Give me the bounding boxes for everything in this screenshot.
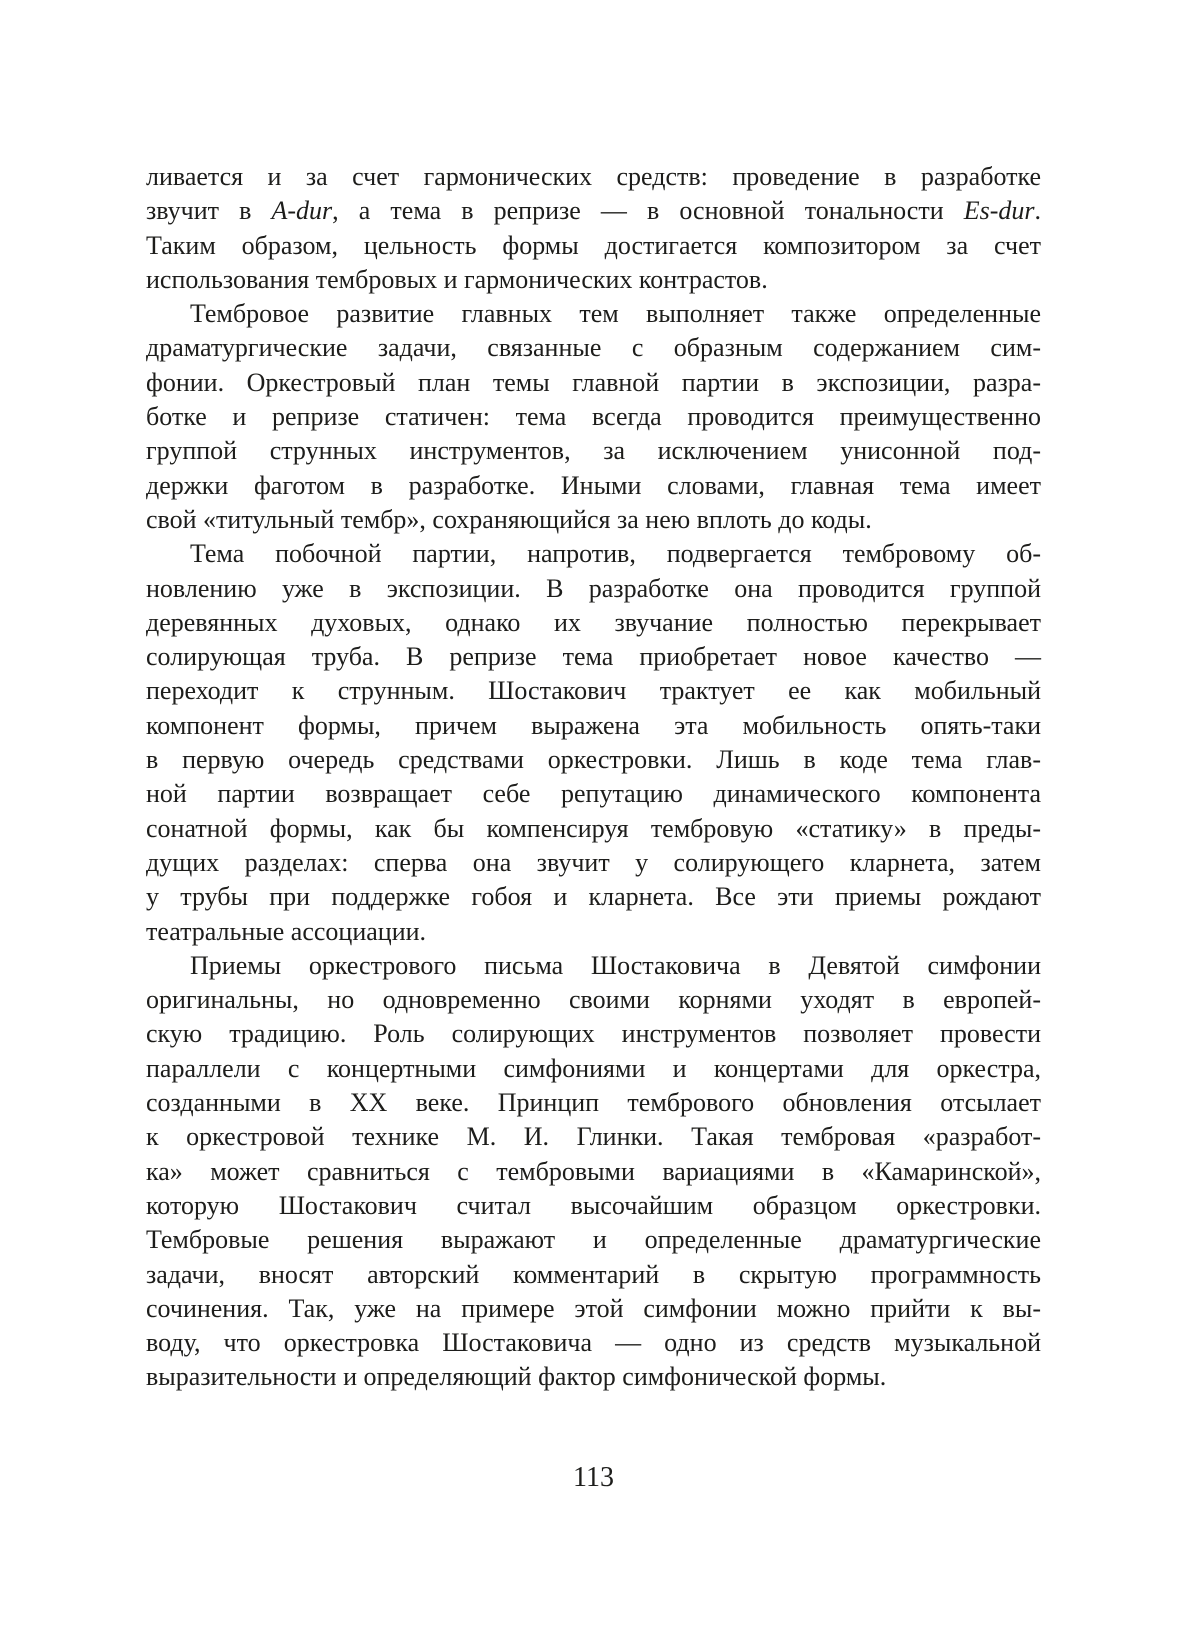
text-line: задачи, вносят авторский комментарий в скрытую программность	[146, 1259, 1041, 1289]
text-line: в первую очередь средствами оркестровки. Лишь в коде тема глав-	[146, 745, 1041, 775]
text-line: к оркестровой технике М. И. Глинки. Такая тембровая «разработ-	[146, 1122, 1041, 1152]
text-line: переходит к струнным. Шостакович трактует ее как мобильный	[146, 676, 1041, 706]
text-line: использования тембровых и гармонических контрастов.	[146, 264, 768, 294]
text-block	[146, 160, 1041, 1395]
text-line: солирующая труба. В репризе тема приобретает новое качество —	[146, 642, 1041, 672]
italic-term: A-dur	[271, 196, 333, 226]
text-line: фонии. Оркестровый план темы главной партии в экспозиции, разра-	[146, 367, 1041, 397]
text-line: новлению уже в экспозиции. В разработке она проводится группой	[146, 573, 1041, 603]
text-line: Тема побочной партии, напротив, подвергается тембровому об-	[190, 539, 1041, 569]
text-line: ной партии возвращает себе репутацию динамического компонента	[146, 779, 1041, 809]
text-line: ка» может сравниться с тембровыми вариациями в «Камаринской»,	[146, 1156, 1041, 1186]
text-line: свой «титульный тембр», сохраняющийся за нею вплоть до коды.	[146, 504, 872, 534]
text-line: драматургические задачи, связанные с образным содержанием сим-	[146, 333, 1041, 363]
text-line: звучит в A-dur, а тема в репризе — в основной тональности Es-dur.	[146, 196, 1041, 226]
text-line: дущих разделах: сперва она звучит у солирующего кларнета, затем	[146, 847, 1041, 877]
text-line: Таким образом, цельность формы достигается композитором за счет	[146, 230, 1041, 260]
text-line: театральные ассоциации.	[146, 916, 427, 946]
text-line: скую традицию. Роль солирующих инструментов позволяет провести	[146, 1019, 1041, 1049]
text-line: держки фаготом в разработке. Иными словами, главная тема имеет	[146, 470, 1041, 500]
italic-term: Es-dur	[963, 196, 1035, 226]
text-line: ливается и за счет гармонических средств: проведение в разработке	[146, 162, 1041, 191]
text-line: Приемы оркестрового письма Шостаковича в Девятой симфонии	[190, 950, 1041, 980]
text-line: выразительности и определяющий фактор симфонической формы.	[146, 1362, 887, 1392]
text-line: деревянных духовых, однако их звучание полностью перекрывает	[146, 607, 1041, 637]
text-line: ботке и репризе статичен: тема всегда проводится преимущественно	[146, 402, 1041, 432]
text-line: Тембровые решения выражают и определенные драматургические	[146, 1225, 1041, 1255]
text-line: Тембровое развитие главных тем выполняет также определенные	[190, 299, 1041, 329]
text-line: созданными в XX веке. Принцип тембрового обновления отсылает	[146, 1088, 1041, 1118]
text-line: у трубы при поддержке гобоя и кларнета. Все эти приемы рождают	[146, 882, 1041, 912]
text-line: сочинения. Так, уже на примере этой симфонии можно прийти к вы-	[146, 1293, 1041, 1323]
text-line: оригинальны, но одновременно своими корнями уходят в европей-	[146, 985, 1041, 1015]
text-line: воду, что оркестровка Шостаковича — одно из средств музыкальной	[146, 1328, 1041, 1358]
text-line: которую Шостакович считал высочайшим образцом оркестровки.	[146, 1190, 1041, 1220]
page-number: 113	[573, 1462, 614, 1493]
text-line: компонент формы, причем выражена эта мобильность опять-таки	[146, 710, 1041, 740]
text-line: параллели с концертными симфониями и концертами для оркестра,	[146, 1053, 1041, 1083]
text-line: группой струнных инструментов, за исключением унисонной под-	[146, 436, 1041, 466]
text-line: сонатной формы, как бы компенсируя тембровую «статику» в преды-	[146, 813, 1041, 843]
